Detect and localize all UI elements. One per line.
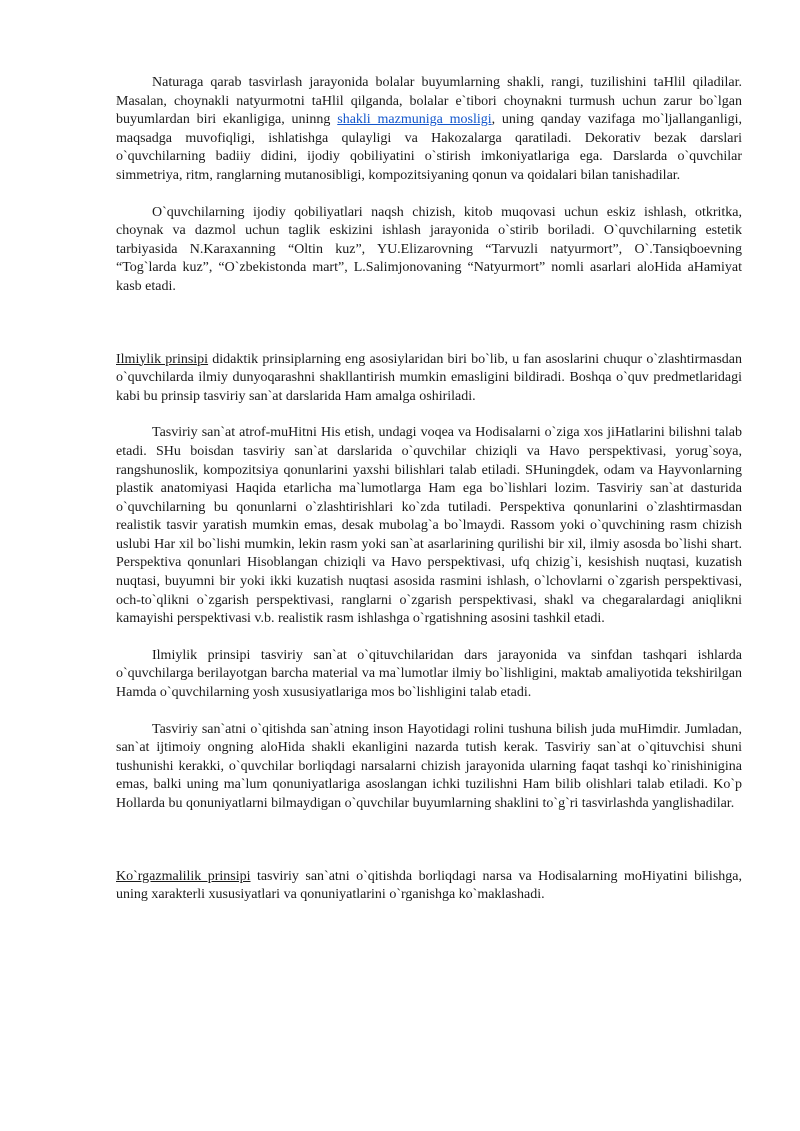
paragraph-1-text-a: Naturaga qarab tasvirlash jarayonida bolalar buyumlarning shakli, rangi, tuzilishini taHlil qiladilar. Masalan, choynakli natyurmotni taHlil qilganda, bolalar e`tibori choynakni turmush uchun zarur bo`lgan buyumlardan biri ekanligiga, uninng [116, 75, 742, 128]
paragraph-3 [116, 351, 742, 407]
paragraph-7-text: tasviriy san`atni o`qitishda borliqdagi narsa va Hodisalarning moHiyatini bilishga, uning xarakterli xususiyatlari va qonuniyatlarini o`rganishga ko`maklashadi. [116, 868, 742, 903]
hyperlink-shakli-mazmuniga-mosligi[interactable]: shakli mazmuniga mosligi [337, 112, 492, 128]
paragraph-3-text: didaktik prinsiplarning eng asosiylaridan biri bo`lib, u fan asoslarini chuqur o`zlashtirmasdan o`quvchilarda ilmiy dunyoqarashni shakllantirish mumkin emasligini bildiradi. Boshqa o`quv predmetlaridagi kabi bu prinsip tasviriy san`at darslarida Ham amalga oshiriladi. [116, 351, 743, 404]
term-ilmiylik-prinsipi: Ilmiylik prinsipi [116, 351, 209, 367]
paragraph-1-text-b: , uning qanday vazifaga mo`ljallanganligi, maqsadga muvofiqligi, ishlatishga qulayligi va Hakozalarga qaratiladi. Dekorativ bezak darslari o`quvchilarning badiiy didini, ijodiy qobiliyatini o`stirish imkoniyatlariga ega. Darslarda o`quvchilar simmetriya, ritm, ranglarning mutanosibligi, kompozitsiyaning qonun va qoidalari bilan tanishadilar. [116, 112, 742, 183]
term-korgazmalilik-prinsipi: Ko`rgazmalilik prinsipi [116, 868, 251, 884]
paragraph-5: Ilmiylik prinsipi tasviriy san`at o`qituvchilaridan dars jarayonida va sinfdan tashqari ishlarda o`quvchilarga berilayotgan barcha material va ma`lumotlar ilmiy bo`lishligini, maktab amaliyotida tekshirilgan Hamda o`quvchilarning yosh xususiyatlariga mos bo`lishligini talab etadi. [116, 647, 742, 701]
paragraph-7 [116, 868, 742, 905]
document-page [116, 74, 742, 905]
paragraph-2: O`quvchilarning ijodiy qobiliyatlari naqsh chizish, kitob muqovasi uchun eskiz ishlash, otkritka, choynak va dazmol uchun taglik eskizini ishlash jarayonida o`stirib boriladi. O`quvchilarning estetik tarbiyasida N.Karaxanning “Oltin kuz”, YU.Elizarovning “Tarvuzli natyurmort”, O`.Tansiqboevning “Tog`larda kuz”, “O`zbekistonda mart”, L.Salimjonovaning “Natyurmort” nomli asarlari aloHida aHamiyat kasb etadi. [116, 204, 742, 294]
paragraph-1 [116, 74, 742, 186]
paragraph-6: Tasviriy san`atni o`qitishda san`atning inson Hayotidagi rolini tushuna bilish juda muHimdir. Jumladan, san`at ijtimoiy ongning aloHida shakli ekanligini nazarda tutish kerak. Tasviriy san`at o`qituvchisi shuni tushunishi kerakki, o`quvchilar borliqdagi narsalarni chizish jarayonida ularning faqat tashqi ko`rinishinigina emas, balki uning ma`lum qonuniyatlariga asoslangan ichki tuzilishni Ham bilib olishlari talab etiladi. Ko`p Hollarda bu qonuniyatlarni bilmaydigan o`quvchilar buyumlarning shaklini to`g`ri tasvirlashda yanglishadilar. [116, 721, 742, 811]
paragraph-4: Tasviriy san`at atrof-muHitni His etish, undagi voqea va Hodisalarni o`ziga xos jiHatlarini bilishni talab etadi. SHu boisdan tasviriy san`at darslarida o`quvchilar chiziqli va Havo perspektivasi, yorug`soya, rangshunoslik, kompozitsiya qonunlarini yaxshi bilishlari talab etiladi. SHuningdek, odam va Hayvonlarning plastik anatomiyasi Haqida etarlicha ma`lumotlarga Ham ega bo`lishlari lozim. Tasviriy san`at dasturida o`quvchilarning bu qonunlarni o`zlashtirishlari ko`zda tutiladi. Perspektiva qonunlarini o`zlashtirmasdan realistik tasvir yaratish mumkin emas, desak mubolag`a bo`lmaydi. Rassom yoki o`quvchining rasm chizish uslubi Har xil bo`lishi mumkin, lekin rasm yoki san`at asarlarining qurilishi bir xil, ilmiy asosda bo`lishi shart. Perspektiva qonunlari Hisoblangan chiziqli va Havo perspektivasi, ufq chizig`i, kesishish nuqtasi, kuzatish nuqtasi, buyumni bir yoki ikki kuzatish nuqtasi asosida rasmini ishlash, o`lchovlarni o`zgarish perspektivasi, och-to`qlikni o`zgarish perspektivasi, ranglarni o`zgarish perspektivasi, shakl va chegaralardagi aniqlikni kamayishi perspektivasi v.b. realistik rasm ishlashga o`rgatishning asosini tashkil etadi. [116, 425, 742, 627]
